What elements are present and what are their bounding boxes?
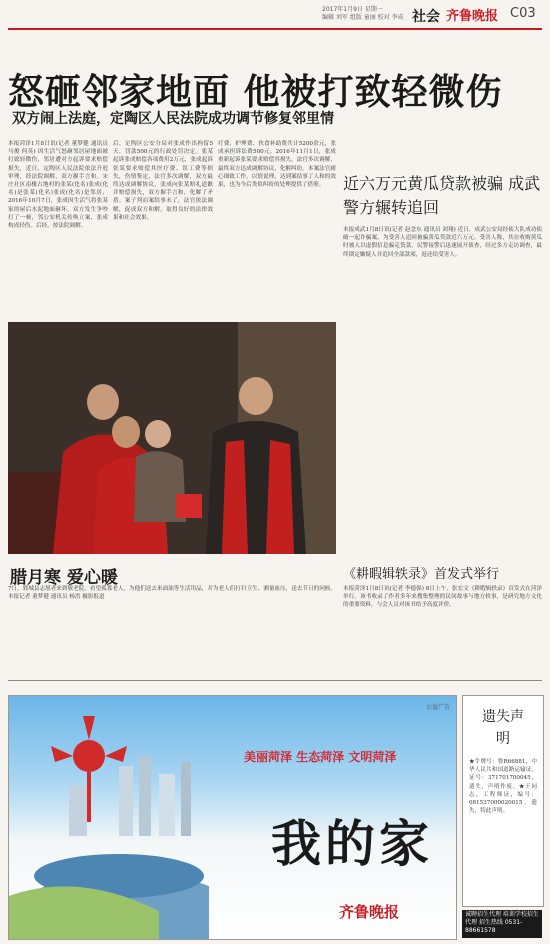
book-launch-title: 《耕暇辑轶录》首发式举行	[343, 567, 500, 582]
recruit-ad: 诚聘招生代理 培训学校招生代理 招生热线 0531-88661578	[462, 910, 542, 938]
main-headline: 怒砸邻家地面 他被打致轻微伤	[8, 72, 503, 113]
lost-notice	[462, 695, 544, 907]
ad-logo: 齐鲁晚报	[339, 903, 400, 921]
ad-badge: 公益广告	[425, 704, 450, 711]
side-story-title: 近六万元黄瓜贷款被骗 成武警方辗转追回	[343, 174, 541, 217]
photo-caption-title: 腊月寒 爱心暖	[10, 568, 118, 588]
notice-body: ★牛牌号：鲁R66881，中华人民共和国道路运输证，证号：371701700045，遗失，声明作废。★王同志，工程师证，编号：081537000020015，遗失，特此声明。	[469, 759, 537, 815]
photo-caption-text: 7日，郓城县志愿者来到敬老院，看望孤寡老人，为他们送去米面油等生活用品，并为老人们打扫卫生、测量血压，送去节日的问候。本报记者 董梦健 通讯员 杨洪 摄影报道	[8, 586, 336, 601]
news-photo	[8, 322, 336, 554]
main-subhead: 双方闹上法庭，定陶区人民法院成功调节修复邻里情	[12, 111, 334, 127]
article-column-2: 后，定陶区公安分局对张成作出拘留5天，罚款500元的行政处罚决定。张某起诉张成赔偿各项费用2万元，张成起诉张某要求赔偿其医疗费、误工费等损失，伤情鉴定，法官多次调解，双方最终达成调解协议，张成向张某赔礼道歉并赔偿损失，双方握手言和，化解了矛盾。案子判而案结事未了，法官依法调解，促成双方和解，取得良好的法律效果和社会效果。	[113, 141, 213, 221]
header-date: 2017年1月9日 星期一 编辑 刘军 组版 童丽 校对 李成	[322, 6, 404, 21]
page-code: C03	[510, 6, 536, 21]
ad-slogan: 美丽菏泽 生态菏泽 文明菏泽	[244, 750, 397, 764]
article-column-3: 疗费、护理费、伙食补助费共计5200余元，张成承担诉讼费500元。2016年11月1日，张成重新起诉张某要求赔偿其损失，法官多次调解，最终双方达成调解协议，化解纠纷。本案法官耐心细致工作，以情说理，达到案结事了人和的效果，也为今后类似纠纷的处理提供了借鉴。	[218, 141, 336, 189]
notice-title: 遗失声明	[482, 709, 524, 747]
photo-scene	[8, 322, 336, 554]
brand-logo: 齐鲁晚报	[446, 9, 499, 24]
header-rule	[8, 28, 542, 30]
side-story-body: 本报成武1月8日讯(记者 赵念东 通讯员 刘翔) 近日，成武公安局经侦大队成功侦破一起诈骗案，为受害人追回被骗黄瓜贷款近六万元。受害人称，其在收购黄瓜时被人以虚假信息骗走货款，民警接警后迅速展开侦查，经过多方走访调查，最终锁定嫌疑人并追回全部款项，返还给受害人。	[343, 227, 542, 258]
public-service-ad	[8, 695, 457, 940]
section-name: 社会	[412, 9, 440, 25]
section-divider	[8, 680, 542, 681]
article-column-1: 本报菏泽1月8日讯(记者 董梦健 通讯员 马俊 何英) 因生活气怒砸邻居屋地面被打致轻微伤，邻居遭对方起诉要求赔偿损失，近日，定陶区人民法院依法开庭审理，经法院调解，双方握手言和。宋庄社区南楼占地村的张某(化名)张成(化名)是张某(化名)张成(化名)是邻居，2016年10月7日，张成因生活气将张某家的屋后水泥地面砸坏，双方发生争吵打了一顿，邻公安机关传唤立案，张成构成轻伤。后经，按法院调解。	[8, 141, 108, 230]
book-launch-body: 本报菏泽1月8日讯(记者 李德强) 8日上午，张宏文《耕暇辑轶录》首发式在菏泽举行。该书收录了作者多年来搜集整理的民间故事与地方轶事，是研究地方文化的重要资料，与会人员对该书给予高度评价。	[343, 586, 542, 609]
ad-big-text: 我的家	[271, 814, 433, 873]
